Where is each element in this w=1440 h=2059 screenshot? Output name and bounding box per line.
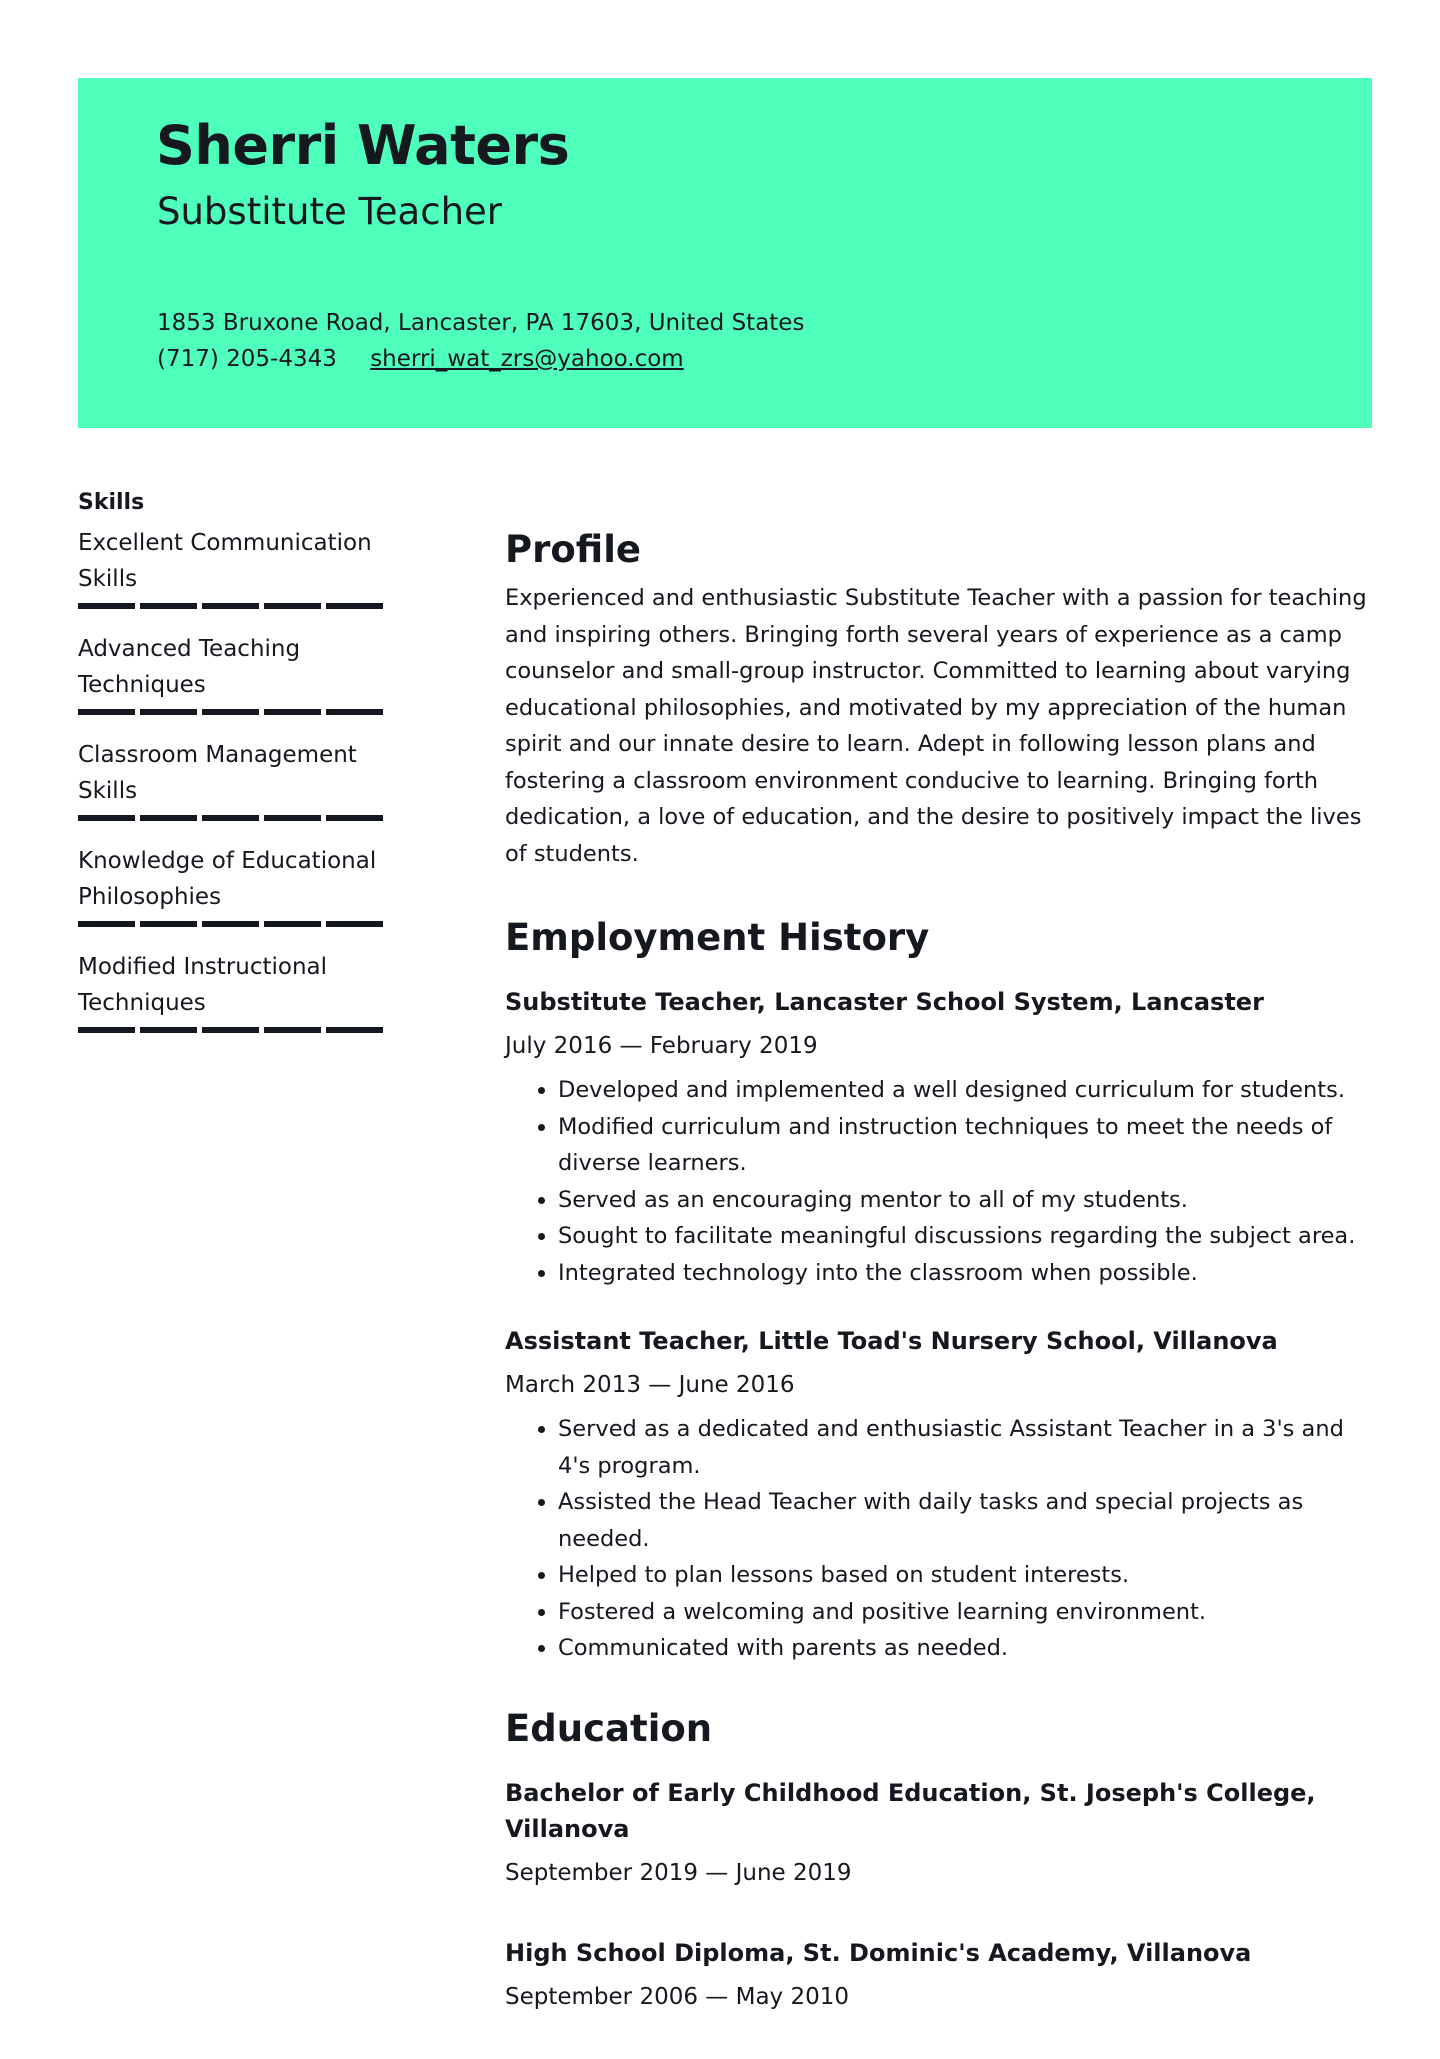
list-item: • Helped to plan lessons based on student interests.: [558, 1557, 1373, 1594]
skill-item: [78, 843, 388, 927]
job-bullets: [505, 1072, 1373, 1291]
job-dates: July 2016 — February 2019: [505, 1033, 818, 1059]
education-item: [505, 1935, 1373, 2015]
list-item: • Served as a dedicated and enthusiastic Assistant Teacher in a 3's and 4's program.: [558, 1411, 1373, 1484]
education-item: [505, 1775, 1373, 1891]
skill-label: Advanced Teaching Techniques: [78, 636, 301, 698]
skill-item: [78, 631, 388, 715]
skill-label: Excellent Communication Skills: [78, 530, 372, 592]
employment-heading: Employment History: [505, 916, 930, 959]
resume-header: [78, 78, 1372, 428]
main-column: [505, 520, 1373, 2059]
education-heading: Education: [505, 1706, 713, 1750]
skills-heading: Skills: [78, 490, 145, 515]
degree-title: Bachelor of Early Childhood Education, St. Joseph's College, Villanova: [505, 1778, 1316, 1843]
profile-text: Experienced and enthusiastic Substitute Teacher with a passion for teaching and inspiring others. Bringing forth several years of experience as a camp counselor and small-group instructor. Committed to learning about varying educational philosophies, and motivated by my appreciation of the human spirit and our innate desire to learn. Adept in following lesson plans and fostering a classroom environment conducive to learning. Bringing forth dedication, a love of education, and the desire to positively impact the lives of students.: [505, 585, 1367, 867]
job-dates: March 2013 — June 2016: [505, 1372, 795, 1398]
skill-label: Knowledge of Educational Philosophies: [78, 848, 377, 910]
profile-heading: Profile: [505, 528, 641, 571]
list-item: • Developed and implemented a well designed curriculum for students.: [558, 1072, 1373, 1109]
contact-line: [157, 346, 684, 372]
list-item: • Fostered a welcoming and positive learning environment.: [558, 1594, 1373, 1631]
candidate-name: Sherri Waters: [156, 114, 570, 177]
skill-label: Modified Instructional Techniques: [78, 954, 328, 1016]
skill-level-bar: [78, 1027, 388, 1033]
skills-section: [78, 490, 388, 1055]
skill-level-bar: [78, 815, 388, 821]
list-item: • Sought to facilitate meaningful discussions regarding the subject area.: [558, 1218, 1373, 1255]
job-title: Substitute Teacher, Lancaster School System, Lancaster: [505, 988, 1264, 1016]
list-item: • Served as an encouraging mentor to all of my students.: [558, 1182, 1373, 1219]
skill-item: [78, 949, 388, 1033]
skill-item: [78, 737, 388, 821]
candidate-title: Substitute Teacher: [157, 190, 502, 233]
degree-title: High School Diploma, St. Dominic's Academy, Villanova: [505, 1938, 1252, 1967]
list-item: • Communicated with parents as needed.: [558, 1630, 1373, 1667]
address: 1853 Bruxone Road, Lancaster, PA 17603, United States: [157, 310, 805, 336]
phone: (717) 205-4343: [157, 346, 337, 372]
job-title: Assistant Teacher, Little Toad's Nursery School, Villanova: [505, 1327, 1278, 1355]
degree-dates: September 2019 — June 2019: [505, 1859, 852, 1886]
skill-item: [78, 525, 388, 609]
skill-level-bar: [78, 603, 388, 609]
list-item: • Integrated technology into the classroom when possible.: [558, 1255, 1373, 1292]
degree-dates: September 2006 — May 2010: [505, 1983, 849, 2010]
list-item: • Modified curriculum and instruction techniques to meet the needs of diverse learners.: [558, 1109, 1373, 1182]
list-item: • Assisted the Head Teacher with daily tasks and special projects as needed.: [558, 1484, 1373, 1557]
email-link[interactable]: sherri_wat_zrs@yahoo.com: [370, 346, 684, 372]
skill-label: Classroom Management Skills: [78, 742, 357, 804]
skill-level-bar: [78, 709, 388, 715]
job-bullets: [505, 1411, 1373, 1667]
skill-level-bar: [78, 921, 388, 927]
